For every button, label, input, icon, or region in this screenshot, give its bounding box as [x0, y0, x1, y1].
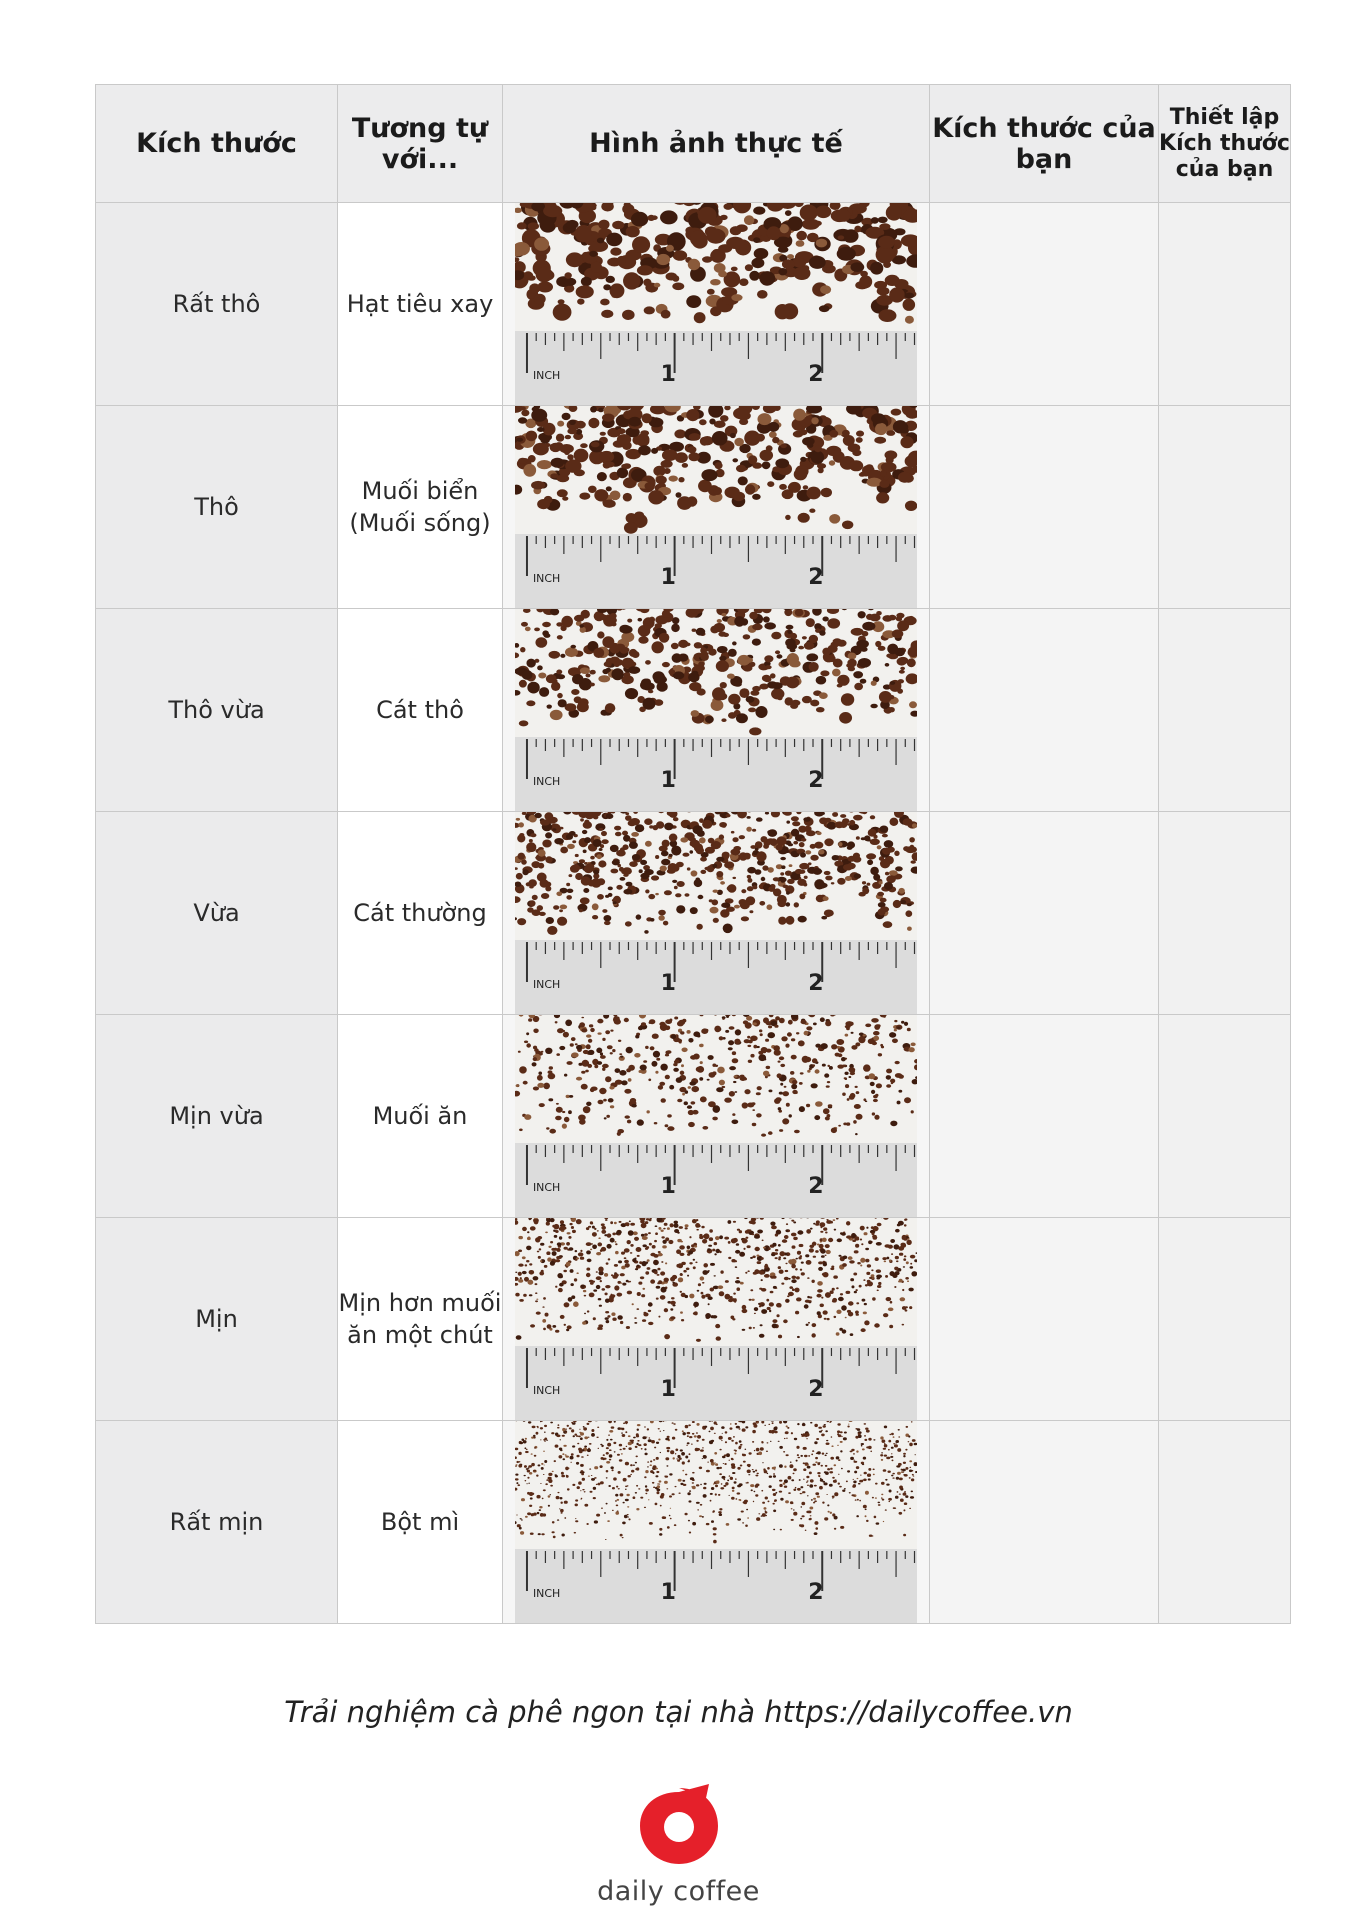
header-your-setting: Thiết lập Kích thước của bạn — [1159, 85, 1291, 203]
grind-size-label: Rất thô — [96, 203, 338, 406]
grind-photo-drawing — [515, 1421, 917, 1623]
similar-to-label: Cát thô — [338, 609, 503, 812]
your-size-cell — [930, 406, 1159, 609]
grind-photo-cell — [503, 203, 930, 406]
similar-to-label: Mịn hơn muối ăn một chút — [338, 1218, 503, 1421]
grind-photo-drawing — [515, 1015, 917, 1217]
grind-photo — [515, 812, 917, 1014]
grind-photo-drawing — [515, 812, 917, 1014]
svg-text:2: 2 — [808, 1579, 824, 1606]
your-size-cell — [930, 203, 1159, 406]
brand-logo — [0, 1780, 1357, 1907]
your-setting-cell — [1159, 406, 1291, 609]
your-setting-cell — [1159, 1421, 1291, 1624]
svg-text:INCH: INCH — [532, 368, 561, 383]
your-size-cell — [930, 812, 1159, 1015]
table-row — [96, 812, 1291, 1015]
similar-to-label: Bột mì — [338, 1421, 503, 1624]
your-setting-cell — [1159, 203, 1291, 406]
svg-text:2: 2 — [808, 361, 824, 388]
brand-name: daily coffee — [597, 1876, 760, 1907]
grind-size-label: Vừa — [96, 812, 338, 1015]
header-similar: Tương tự với... — [338, 85, 503, 203]
svg-text:2: 2 — [808, 767, 824, 794]
svg-text:2: 2 — [808, 564, 824, 591]
grind-photo-cell — [503, 1015, 930, 1218]
daily-coffee-logo-icon — [634, 1780, 724, 1870]
grind-photo — [515, 203, 917, 405]
table-row — [96, 1015, 1291, 1218]
table-row — [96, 609, 1291, 812]
your-setting-cell — [1159, 1218, 1291, 1421]
grind-photo-drawing — [515, 406, 917, 608]
grind-photo-drawing — [515, 1218, 917, 1420]
your-setting-cell — [1159, 1015, 1291, 1218]
svg-text:2: 2 — [808, 1173, 824, 1200]
svg-text:2: 2 — [808, 970, 824, 997]
svg-text:1: 1 — [660, 1579, 676, 1606]
table-header-row — [96, 85, 1291, 203]
grind-size-table — [95, 84, 1291, 1624]
grind-photo — [515, 609, 917, 811]
your-size-cell — [930, 1015, 1159, 1218]
your-setting-cell — [1159, 812, 1291, 1015]
svg-text:INCH: INCH — [532, 977, 561, 992]
svg-text:2: 2 — [808, 1376, 824, 1403]
grind-photo-cell — [503, 406, 930, 609]
grind-size-label: Mịn — [96, 1218, 338, 1421]
svg-text:1: 1 — [660, 1376, 676, 1403]
footer-tagline: Trải nghiệm cà phê ngon tại nhà https://dailycoffee.vn — [284, 1695, 1073, 1729]
svg-text:1: 1 — [660, 361, 676, 388]
grind-photo-cell — [503, 609, 930, 812]
svg-text:1: 1 — [660, 564, 676, 591]
grind-photo-cell — [503, 1421, 930, 1624]
grind-photo — [515, 1218, 917, 1420]
header-your-size: Kích thước của bạn — [930, 85, 1159, 203]
svg-text:INCH: INCH — [532, 1586, 561, 1601]
similar-to-label: Cát thường — [338, 812, 503, 1015]
table-row — [96, 406, 1291, 609]
grind-photo-cell — [503, 1218, 930, 1421]
grind-photo — [515, 406, 917, 608]
similar-to-label: Muối ăn — [338, 1015, 503, 1218]
header-size: Kích thước — [96, 85, 338, 203]
svg-text:INCH: INCH — [532, 571, 561, 586]
header-photo: Hình ảnh thực tế — [503, 85, 930, 203]
grind-photo — [515, 1015, 917, 1217]
grind-photo-drawing — [515, 203, 917, 405]
your-size-cell — [930, 1218, 1159, 1421]
svg-text:1: 1 — [660, 970, 676, 997]
svg-text:INCH: INCH — [532, 774, 561, 789]
grind-size-label: Thô vừa — [96, 609, 338, 812]
grind-size-label: Mịn vừa — [96, 1015, 338, 1218]
grind-photo — [515, 1421, 917, 1623]
table-row — [96, 1218, 1291, 1421]
svg-text:1: 1 — [660, 767, 676, 794]
your-size-cell — [930, 1421, 1159, 1624]
grind-size-label: Thô — [96, 406, 338, 609]
table-row — [96, 203, 1291, 406]
your-size-cell — [930, 609, 1159, 812]
svg-text:INCH: INCH — [532, 1180, 561, 1195]
similar-to-label: Hạt tiêu xay — [338, 203, 503, 406]
svg-text:INCH: INCH — [532, 1383, 561, 1398]
grind-photo-cell — [503, 812, 930, 1015]
similar-to-label: Muối biển (Muối sống) — [338, 406, 503, 609]
grind-photo-drawing — [515, 609, 917, 811]
table-row — [96, 1421, 1291, 1624]
svg-text:1: 1 — [660, 1173, 676, 1200]
grind-size-label: Rất mịn — [96, 1421, 338, 1624]
your-setting-cell — [1159, 609, 1291, 812]
